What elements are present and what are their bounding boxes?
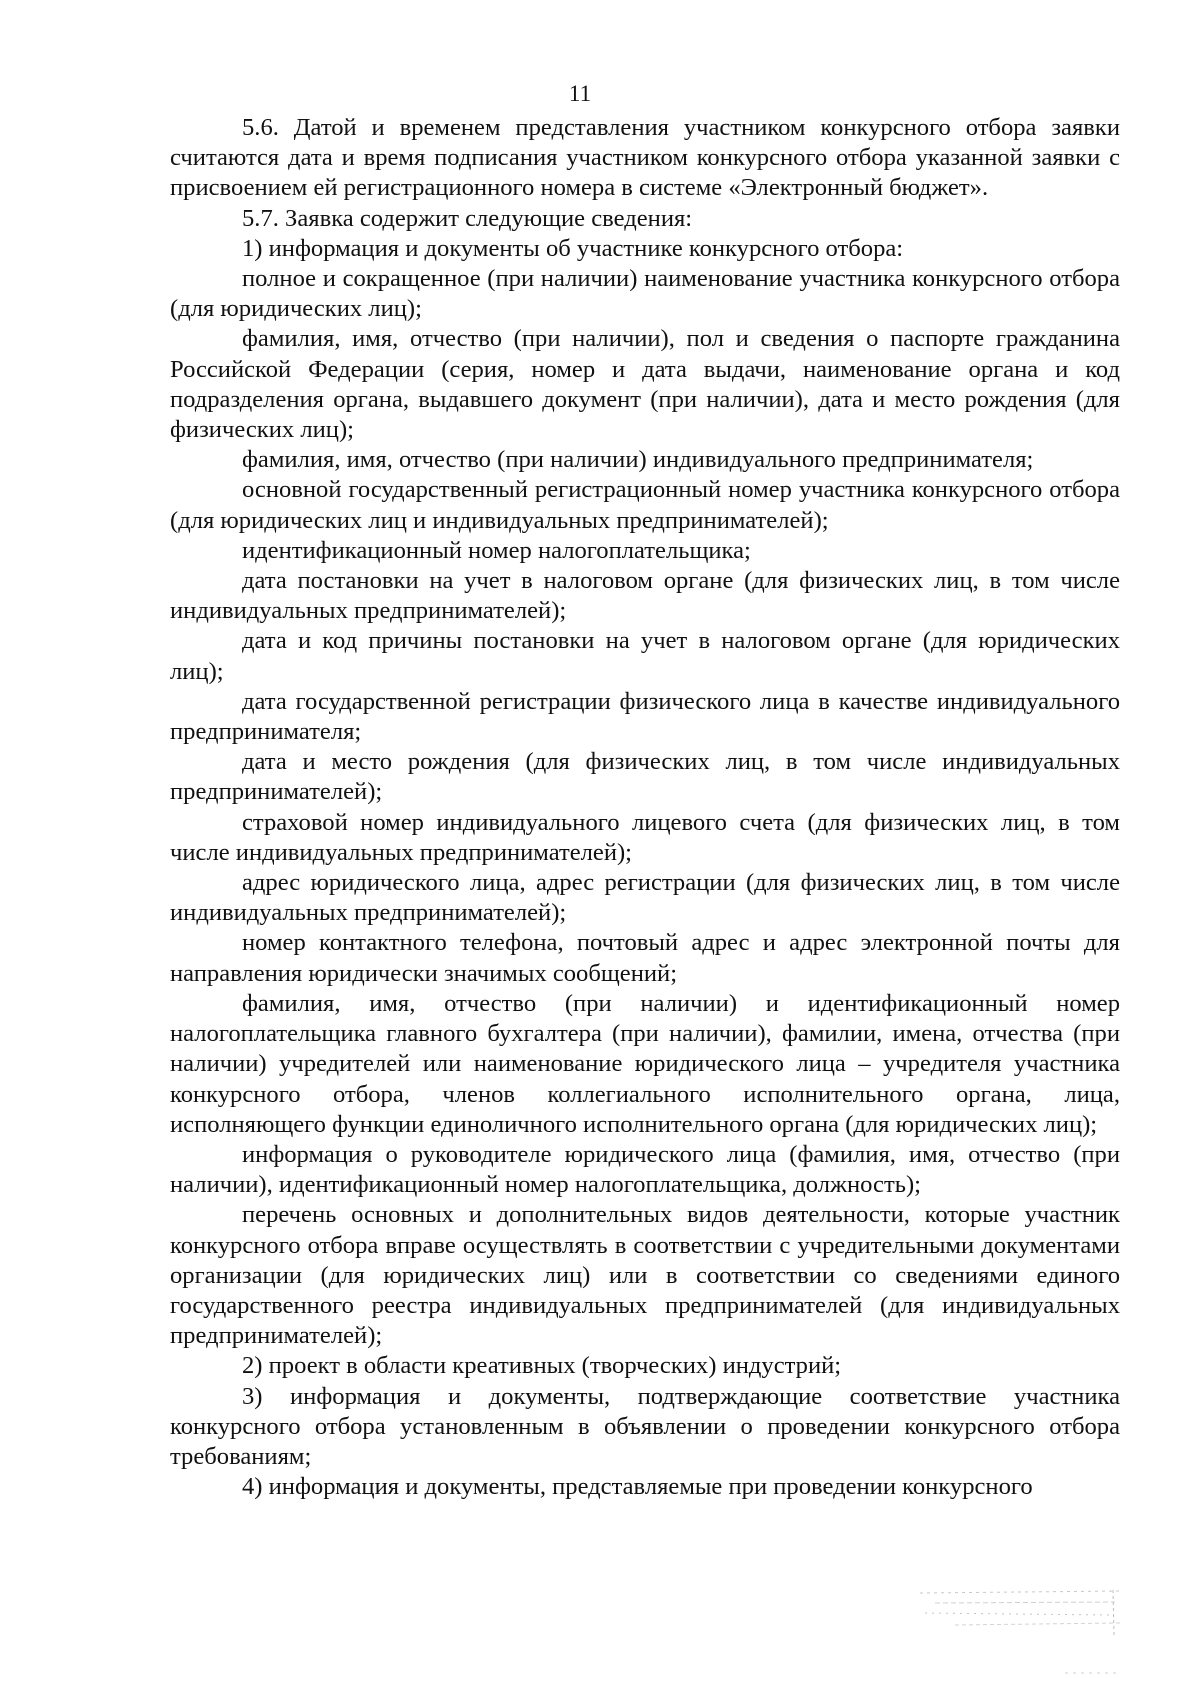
subitem-ogrn: основной государственный регистрационный номер участника конкурсного отбора (для юридических лиц и индивидуальных предпринимателей); — [170, 476, 1120, 534]
page-number: 11 — [568, 81, 592, 106]
subitem-inn: идентификационный номер налогоплательщика; — [242, 536, 751, 564]
list-item-3: 3) информация и документы, подтверждающие соответствие участника конкурсного отбора установленным в объявлении о проведении конкурсного отбора требованиям; — [170, 1382, 1120, 1470]
subitem-full-name: полное и сокращенное (при наличии) наименование участника конкурсного отбора (для юридических лиц); — [170, 265, 1120, 323]
subitem-snils: страховой номер индивидуального лицевого счета (для физических лиц, в том числе индивидуальных предпринимателей); — [170, 808, 1120, 866]
list-item-1: 1) информация и документы об участнике конкурсного отбора: — [242, 234, 904, 262]
subitem-birth-date-place: дата и место рождения (для физических лиц, в том числе индивидуальных предпринимателей); — [170, 748, 1120, 806]
subitem-passport: фамилия, имя, отчество (при наличии), пол и сведения о паспорте гражданина Российской Федерации (серия, номер и дата выдачи, наименование органа и код подразделения органа, выдавшего документ (при наличии), дата и место рождения (для физических лиц); — [170, 325, 1120, 444]
subitem-entrepreneur-name: фамилия, имя, отчество (при наличии) индивидуального предпринимателя; — [242, 446, 1034, 474]
paragraph-5-6: 5.6. Датой и временем представления участником конкурсного отбора заявки считаются дата и время подписания участником конкурсного отбора указанной заявки с присвоением ей регистрационного номера в системе «Электронный бюджет». — [170, 114, 1120, 202]
subitem-activities: перечень основных и дополнительных видов деятельности, которые участник конкурсного отбора вправе осуществлять в соответствии с учредительными документами организации (для юридических лиц) или в соответствии со сведениями единого государственного реестра индивидуальных предпринимателей (для индивидуальных предпринимателей); — [170, 1201, 1120, 1350]
list-item-2: 2) проект в области креативных (творческих) индустрий; — [242, 1352, 842, 1380]
paragraph-5-7: 5.7. Заявка содержит следующие сведения: — [242, 204, 693, 232]
document-body — [170, 113, 1120, 1502]
subitem-tax-registration-date: дата постановки на учет в налоговом органе (для физических лиц, в том числе индивидуальных предпринимателей); — [170, 567, 1120, 625]
subitem-state-registration-date: дата государственной регистрации физического лица в качестве индивидуального предпринимателя; — [170, 687, 1120, 746]
subitem-kpp: дата и код причины постановки на учет в налоговом органе (для юридических лиц); — [170, 627, 1120, 685]
list-item-4: 4) информация и документы, представляемые при проведении конкурсного — [242, 1473, 1033, 1501]
subitem-address: адрес юридического лица, адрес регистрации (для физических лиц, в том числе индивидуальных предпринимателей); — [170, 869, 1120, 927]
scan-artifact — [915, 1585, 1125, 1680]
subitem-contacts: номер контактного телефона, почтовый адрес и адрес электронной почты для направления юридически значимых сообщений; — [170, 929, 1120, 987]
subitem-director-info: информация о руководителе юридического лица (фамилия, имя, отчество (при наличии), идентификационный номер налогоплательщика, должность); — [170, 1140, 1120, 1199]
subitem-accountant-founders: фамилия, имя, отчество (при наличии) и идентификационный номер налогоплательщика главного бухгалтера (при наличии), фамилии, имена, отчества (при наличии) учредителей или наименование юридического лица – учредителя участника конкурсного отбора, членов коллегиального исполнительного органа, лица, исполняющего функции единоличного исполнительного органа (для юридических лиц); — [170, 989, 1120, 1138]
